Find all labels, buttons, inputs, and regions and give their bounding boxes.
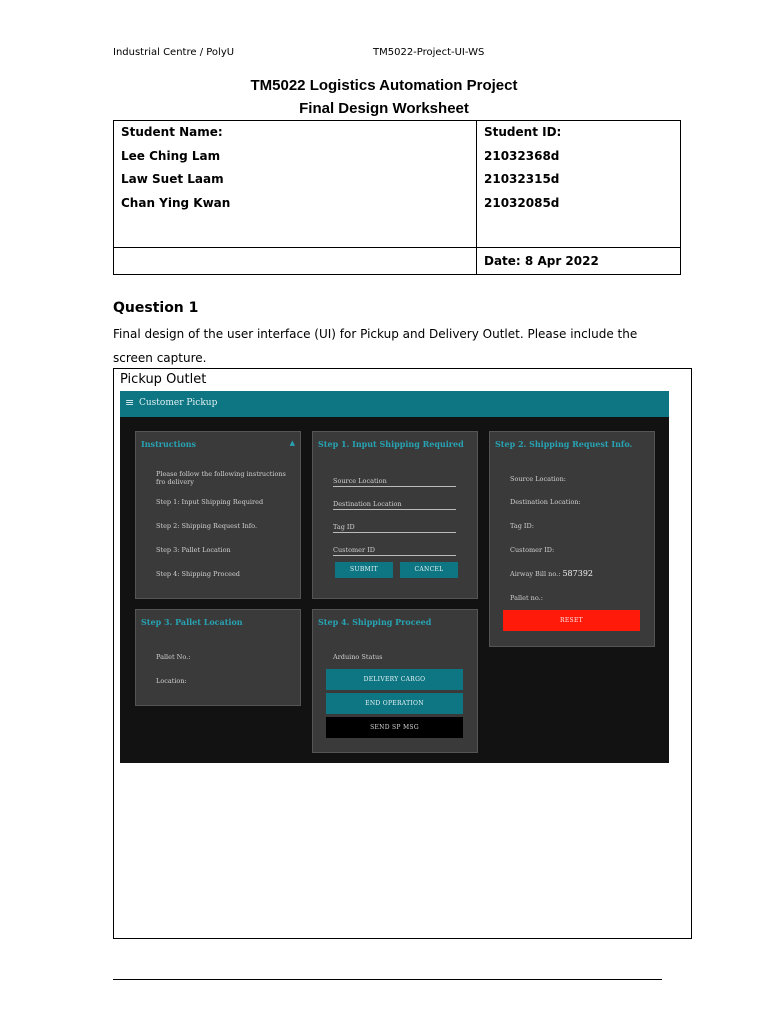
destination-location-input[interactable]: Destination Location — [333, 500, 456, 510]
name-header: Student Name: — [121, 125, 223, 139]
student-name: Chan Ying Kwan — [121, 195, 231, 210]
student-id: 21032085d — [484, 195, 560, 210]
menu-icon[interactable]: ≡ — [125, 396, 135, 409]
doc-title: TM5022 Logistics Automation Project — [250, 77, 518, 94]
step4-title: Step 4. Shipping Proceed — [318, 617, 432, 627]
customer-id-input[interactable]: Customer ID — [333, 546, 456, 556]
source-location-label: Source Location: — [510, 475, 566, 483]
step4-card — [312, 609, 478, 753]
doc-subtitle: Final Design Worksheet — [299, 100, 469, 117]
arduino-status-label: Arduino Status — [333, 653, 383, 661]
source-location-input[interactable]: Source Location — [333, 477, 456, 487]
instruction-line: Step 2: Shipping Request Info. — [156, 522, 258, 530]
instruction-line: Step 1: Input Shipping Required — [156, 498, 264, 506]
step2-card — [489, 431, 655, 647]
step1-title: Step 1. Input Shipping Required — [318, 439, 464, 449]
step3-card — [135, 609, 301, 706]
instructions-title: Instructions — [141, 439, 197, 449]
step3-title: Step 3. Pallet Location — [141, 617, 243, 627]
screenshot-frame — [113, 368, 692, 939]
empty-cell — [114, 248, 477, 275]
airway-bill-label: Airway Bill no.: — [510, 570, 561, 578]
pallet-no-label: Pallet no.: — [510, 594, 543, 602]
student-name: Law Suet Laam — [121, 172, 224, 186]
step2-title: Step 2. Shipping Request Info. — [495, 439, 633, 449]
tag-id-label: Tag ID: — [510, 522, 534, 530]
step1-card — [312, 431, 478, 599]
instruction-line: Step 3: Pallet Location — [156, 546, 231, 554]
end-operation-button[interactable]: END OPERATION — [326, 693, 463, 714]
collapse-caret-icon[interactable]: ▲ — [289, 439, 295, 447]
submit-button[interactable]: SUBMIT — [335, 562, 393, 578]
reset-button[interactable]: RESET — [503, 610, 640, 631]
cancel-button[interactable]: CANCEL — [400, 562, 458, 578]
delivery-cargo-button[interactable]: DELIVERY CARGO — [326, 669, 463, 690]
instructions-card — [135, 431, 301, 599]
date-value: Date: 8 Apr 2022 — [484, 254, 599, 268]
header-center: TM5022-Project-UI-WS — [373, 47, 485, 58]
pallet-no-label: Pallet No.: — [156, 653, 191, 661]
customer-id-label: Customer ID: — [510, 546, 555, 554]
app-screenshot — [120, 391, 669, 763]
student-name: Lee Ching Lam — [121, 148, 221, 163]
outlet-label: Pickup Outlet — [120, 372, 207, 387]
student-id: 21032315d — [484, 172, 560, 186]
student-info-table — [113, 120, 681, 275]
header-left: Industrial Centre / PolyU — [113, 47, 235, 58]
app-title: Customer Pickup — [139, 398, 218, 408]
footer-rule — [113, 979, 662, 980]
student-id: 21032368d — [484, 148, 560, 163]
airway-bill-value: 587392 — [562, 569, 594, 578]
instruction-line: Please follow the following instructions fro delivery — [156, 470, 286, 486]
destination-location-label: Destination Location: — [510, 498, 581, 506]
question-heading: Question 1 — [113, 300, 199, 316]
send-sp-msg-button[interactable]: SEND SP MSG — [326, 717, 463, 738]
question-text: Final design of the user interface (UI) for Pickup and Delivery Outlet. Please include the screen capture. — [113, 327, 638, 365]
location-label: Location: — [156, 677, 187, 685]
id-header: Student ID: — [484, 125, 562, 139]
app-bar — [120, 391, 669, 417]
tag-id-input[interactable]: Tag ID — [333, 523, 456, 533]
instruction-line: Step 4: Shipping Proceed — [156, 570, 240, 578]
